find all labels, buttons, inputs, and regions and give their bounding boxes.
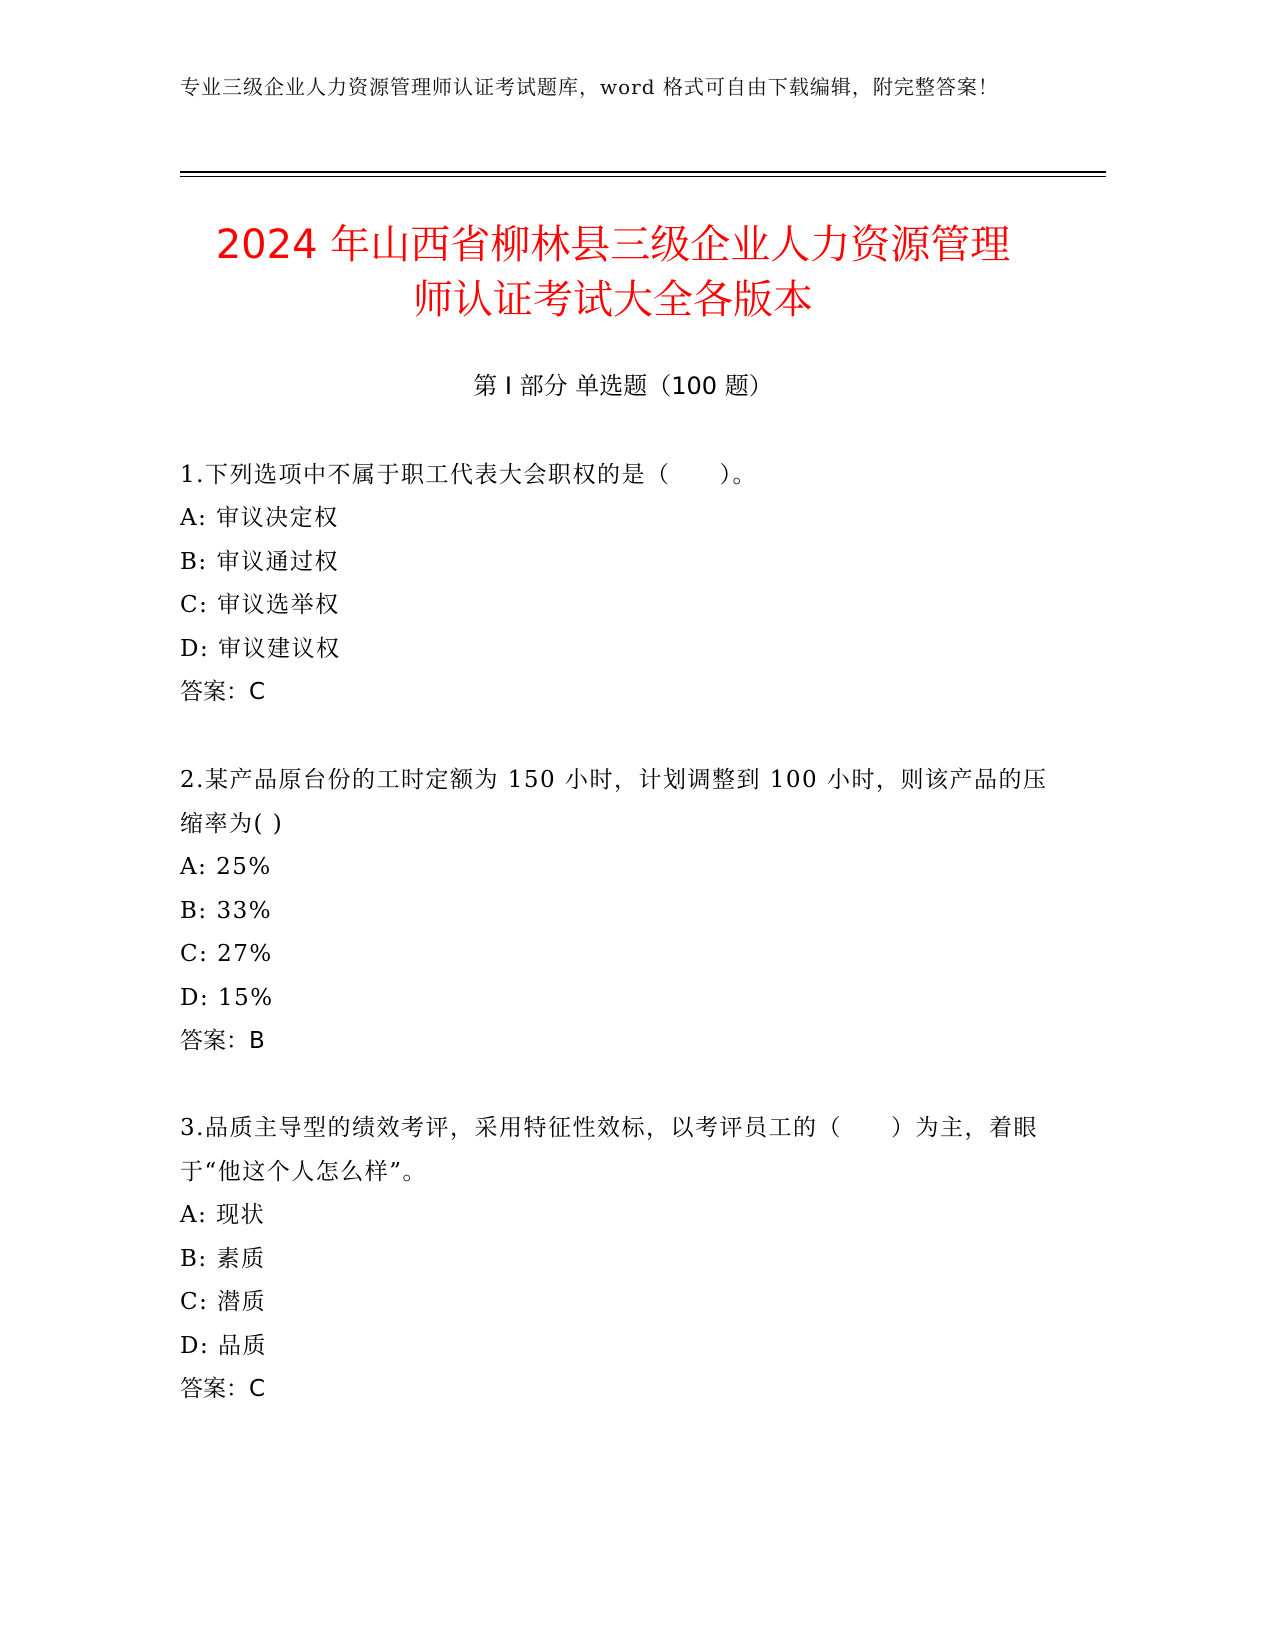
document-title-line-2: 师认证考试大全各版本 — [413, 277, 813, 323]
option-a: A: 现状 — [180, 1202, 266, 1228]
option-d: D: 15% — [180, 984, 274, 1011]
question-2 — [180, 758, 1060, 1064]
option-c: C: 潜质 — [180, 1289, 267, 1316]
option-d: D: 审议建议权 — [180, 635, 341, 662]
option-b: B: 审议通过权 — [180, 548, 339, 575]
answer: 答案：B — [180, 1028, 265, 1055]
option-c: C: 审议选举权 — [180, 592, 340, 619]
question-stem: 3.品质主导型的绩效考评，采用特征性效标，以考评员工的（ ）为主，着眼于“他这个人怎么样”。 — [180, 1115, 1038, 1185]
answer: 答案：C — [180, 679, 266, 706]
option-b: B: 33% — [180, 897, 273, 924]
option-a: A: 25% — [180, 854, 272, 880]
option-c: C: 27% — [180, 941, 273, 968]
question-3 — [180, 1106, 1060, 1412]
answer: 答案：C — [180, 1376, 266, 1403]
section-title: 第 I 部分 单选题（100 题） — [473, 372, 773, 400]
header-rule-thick — [180, 171, 1106, 173]
option-d: D: 品质 — [180, 1332, 268, 1359]
option-a: A: 审议决定权 — [180, 505, 339, 531]
document-title-line-1: 2024 年山西省柳林县三级企业人力资源管理 — [215, 222, 1011, 268]
header-rule-thin — [180, 176, 1106, 177]
option-b: B: 素质 — [180, 1245, 266, 1272]
question-1 — [180, 453, 1060, 715]
question-stem: 2.某产品原台份的工时定额为 150 小时，计划调整到 100 小时，则该产品的压缩率为( ) — [180, 767, 1048, 837]
header-note: 专业三级企业人力资源管理师认证考试题库，word 格式可自由下载编辑，附完整答案！ — [180, 75, 999, 99]
question-stem: 1.下列选项中不属于职工代表大会职权的是（ ）。 — [180, 462, 757, 488]
document-title — [160, 218, 1066, 328]
